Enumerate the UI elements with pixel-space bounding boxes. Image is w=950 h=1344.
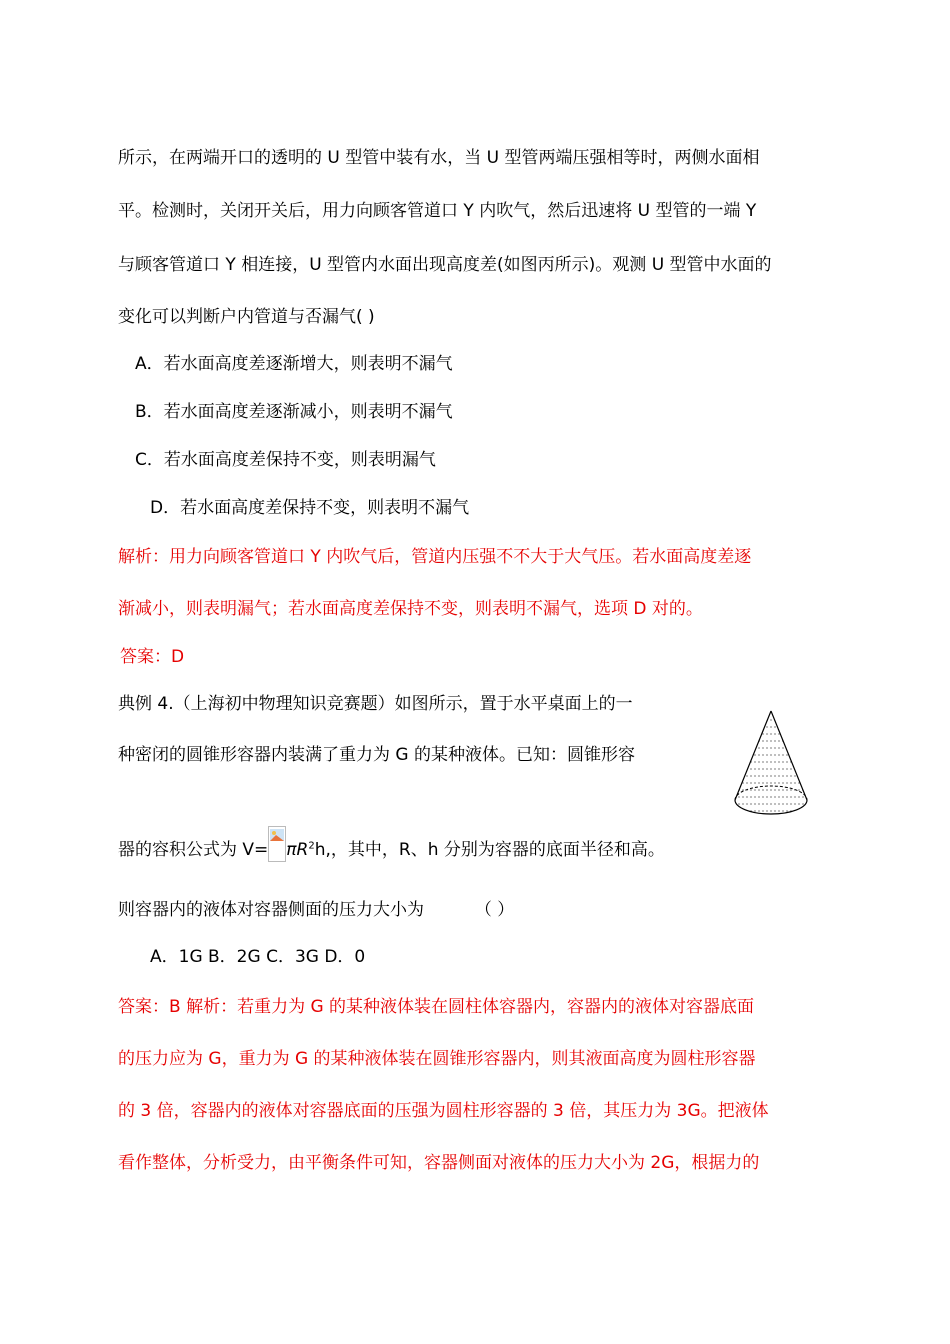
option-c: C．若水面高度差保持不变，则表明漏气: [135, 450, 436, 470]
example4-answer-line-1: 答案：B 解析：若重力为 G 的某种液体装在圆柱体容器内，容器内的液体对容器底面: [118, 997, 755, 1017]
question-text: 则容器内的液体对容器侧面的压力大小为: [118, 900, 424, 920]
option-a: A．若水面高度差逐渐增大，则表明不漏气: [135, 354, 453, 374]
formula-exponent: 2: [308, 840, 315, 852]
formula-suffix: h,，其中，R、h 分别为容器的底面半径和高。: [314, 840, 665, 860]
analysis-line-1: 解析：用力向顾客管道口 Y 内吹气后，管道内压强不不大于大气压。若水面高度差逐: [118, 547, 752, 567]
example4-options: A．1G B．2G C．3G D．0: [150, 947, 366, 967]
example4-line-1: 典例 4.（上海初中物理知识竞赛题）如图所示，置于水平桌面上的一: [118, 694, 633, 714]
answer-blank: （ ）: [474, 900, 515, 920]
analysis-line-2: 渐减小，则表明漏气；若水面高度差保持不变，则表明不漏气，选项 D 对的。: [118, 599, 703, 619]
broken-image-icon: [268, 826, 286, 862]
example4-answer-line-2: 的压力应为 G，重力为 G 的某种液体装在圆锥形容器内，则其液面高度为圆柱形容器: [118, 1049, 756, 1069]
paragraph-line-3: 与顾客管道口 Y 相连接，U 型管内水面出现高度差(如图丙所示)。观测 U 型管中水面的: [118, 255, 772, 275]
answer-line: 答案：D: [120, 647, 185, 667]
option-d: D．若水面高度差保持不变，则表明不漏气: [150, 498, 470, 518]
example4-line-4: [118, 898, 514, 922]
option-b: B．若水面高度差逐渐减小，则表明不漏气: [135, 402, 453, 422]
paragraph-line-2: 平。检测时，关闭开关后，用力向顾客管道口 Y 内吹气，然后迅速将 U 型管的一端 Y: [118, 201, 757, 221]
example4-answer-line-3: 的 3 倍，容器内的液体对容器底面的压强为圆柱形容器的 3 倍，其压力为 3G。把液体: [118, 1101, 769, 1121]
formula-pi-r: πR: [286, 840, 309, 860]
paragraph-line-4: 变化可以判断户内管道与否漏气( ): [118, 307, 375, 327]
example4-answer-line-4: 看作整体，分析受力，由平衡条件可知，容器侧面对液体的压力大小为 2G，根据力的: [118, 1153, 760, 1173]
example4-line-2: 种密闭的圆锥形容器内装满了重力为 G 的某种液体。已知：圆锥形容: [118, 745, 635, 765]
formula-prefix: 器的容积公式为 V=: [118, 840, 269, 860]
cone-container-figure: [730, 708, 812, 820]
example4-line-3: [118, 832, 665, 868]
paragraph-line-1: 所示，在两端开口的透明的 U 型管中装有水，当 U 型管两端压强相等时，两侧水面相: [118, 148, 760, 168]
